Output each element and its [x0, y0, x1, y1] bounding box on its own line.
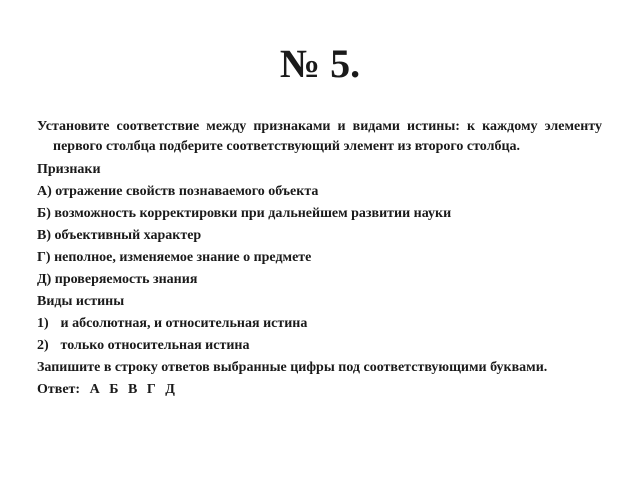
task-content: [37, 117, 602, 402]
answer-letter-d: Д: [165, 382, 175, 397]
type-item-2: [37, 336, 602, 356]
sign-item-g: Г) неполное, изменяемое знание о предмете: [37, 250, 312, 265]
types-header: Виды истины: [37, 294, 125, 309]
type-item-1: [37, 314, 602, 334]
type-item-number: 1): [37, 316, 49, 331]
answer-letter-a: А: [89, 382, 100, 397]
answer-label: Ответ:: [37, 382, 81, 397]
sign-item-v: В) объективный характер: [37, 228, 202, 243]
sign-item-d: Д) проверяемость знания: [37, 272, 198, 287]
sign-item-a: А) отражение свойств познаваемого объекта: [37, 184, 319, 199]
answer-row: [37, 380, 602, 400]
type-item-number: 2): [37, 338, 49, 353]
sign-item-b: Б) возможность корректировки при дальнейшем развитии науки: [37, 206, 452, 221]
answer-letter-b: Б: [109, 382, 119, 397]
type-item-text: только относительная истина: [60, 338, 250, 353]
instruction-text: Запишите в строку ответов выбранные цифры под соответствующими буквами.: [37, 360, 548, 375]
page-title: № 5.: [279, 41, 361, 86]
answer-letter-v: В: [127, 382, 138, 397]
answer-letter-g: Г: [146, 382, 156, 397]
signs-header: Признаки: [37, 162, 101, 177]
task-text: Установите соответствие между признаками и видами истины: к каждому элементу первого столбца подберите соответствующий элемент из второго столбца.: [37, 119, 602, 154]
type-item-text: и абсолютная, и относительная истина: [60, 316, 308, 331]
